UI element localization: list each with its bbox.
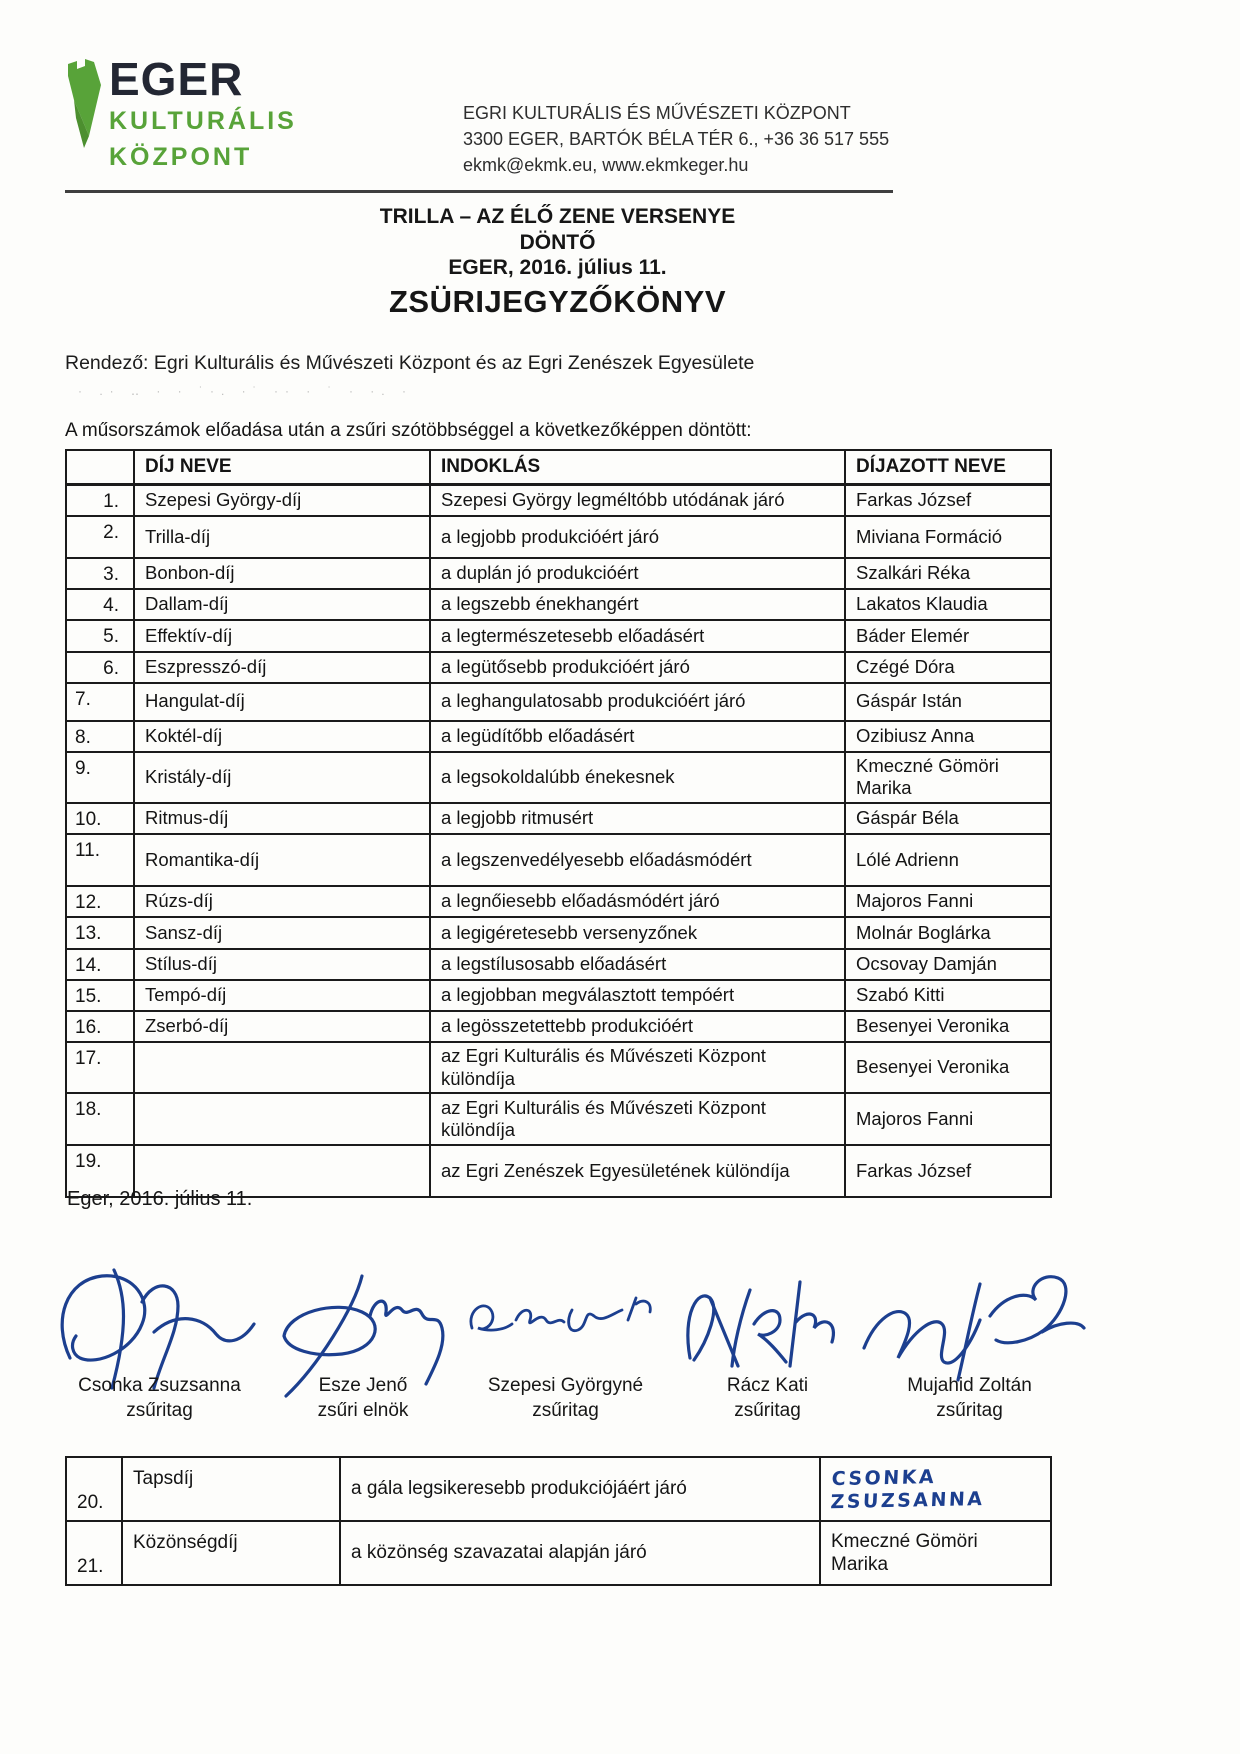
table-cell: Gáspár Istán [845,683,1051,721]
contact-block [463,100,893,178]
signature-scribble-icon [258,1262,468,1390]
table-cell: Trilla-díj [134,516,430,558]
awards-table [65,449,1052,1198]
logo-subtitle-1: KULTURÁLIS [109,107,297,135]
table-cell: Stílus-díj [134,949,430,980]
table-cell: Ocsovay Damján [845,949,1051,980]
column-header-number [66,450,134,484]
table-cell: a legjobban megválasztott tempóért [430,980,845,1011]
table-cell: 19. [66,1145,134,1197]
table-cell: 17. [66,1042,134,1093]
table-cell: 14. [66,949,134,980]
table-row [66,1093,1051,1145]
signature-block-szepesi-gyorgyne [458,1262,673,1423]
table-cell: a legjobb produkcióért járó [430,516,845,558]
table-cell [820,1457,1051,1521]
handwritten-name: CSONKA ZSUZSANNA [829,1465,986,1514]
table-cell: 20. [66,1457,122,1521]
event-title: TRILLA – AZ ÉLŐ ZENE VERSENYE [379,205,736,228]
table-cell: 16. [66,1011,134,1042]
title-block [65,204,1050,320]
table-cell: 3. [66,558,134,589]
signature-role: zsűritag [734,1399,801,1421]
table-cell: a legösszetettebb produkcióért [430,1011,845,1042]
table-cell: 6. [66,652,134,683]
table-row [66,917,1051,948]
signature-block-mujahid-zoltan [852,1262,1087,1423]
contact-line-3: ekmk@ekmk.eu, www.ekmkeger.hu [463,155,749,176]
table-cell: az Egri Kulturális és Művészeti Központ különdíja [430,1042,845,1093]
signature-block-esze-jeno [258,1262,468,1423]
table-cell: Kmeczné Gömöri Marika [820,1521,1051,1585]
table-cell: a legsokoldalúbb énekesnek [430,752,845,803]
table-cell: Kmeczné Gömöri Marika [845,752,1051,803]
organizer-line: Rendező: Egri Kulturális és Művészeti Központ és az Egri Zenészek Egyesülete [65,352,755,374]
gala-awards-table [65,1456,1052,1586]
logo [65,53,439,174]
table-cell: 9. [66,752,134,803]
table-cell: Sansz-díj [134,917,430,948]
date-line: Eger, 2016. július 11. [67,1188,253,1210]
table-cell: Hangulat-díj [134,683,430,721]
signature-role: zsűri elnök [317,1399,409,1421]
intro-line: A műsorszámok előadása után a zsűri szótöbbséggel a következőképpen döntött: [65,420,752,441]
table-cell: Kristály-díj [134,752,430,803]
table-cell: Zserbó-díj [134,1011,430,1042]
signature-scribble-icon [660,1262,875,1390]
table-cell: a legnőiesebb előadásmódért járó [430,886,845,917]
table-row [66,620,1051,651]
table-cell [134,1093,430,1145]
table-cell: 11. [66,834,134,886]
table-row [66,803,1051,834]
scan-artifact: · .· ‥ · · ˙·. ·˙ ·· · ˙ · ·. · [78,384,413,398]
table-cell: a leghangulatosabb produkcióért járó [430,683,845,721]
column-header-awardee-name: DÍJAZOTT NEVE [845,450,1051,484]
logo-title: EGER [109,53,244,105]
table-cell: Eszpresszó-díj [134,652,430,683]
table-cell: a gála legsikeresebb produkciójáért járó [340,1457,820,1521]
table-cell: Czégé Dóra [845,652,1051,683]
table-row [66,516,1051,558]
table-cell: a közönség szavazatai alapján járó [340,1521,820,1585]
table-row [66,980,1051,1011]
column-header-justification: INDOKLÁS [430,450,845,484]
table-cell: a legjobb ritmusért [430,803,845,834]
table-cell: Szepesi György legméltóbb utódának járó [430,484,845,516]
table-cell: Farkas József [845,484,1051,516]
signature-block-racz-kati [660,1262,875,1423]
signature-scribble-icon [42,1262,277,1390]
contact-line-1: EGRI KULTURÁLIS ÉS MŰVÉSZETI KÖZPONT [463,103,851,123]
signature-name: Esze Jenő [318,1375,408,1396]
table-cell: 5. [66,620,134,651]
table-cell: a legtermészetesebb előadásért [430,620,845,651]
table-row [66,484,1051,516]
table-row [66,1457,1051,1521]
table-cell: Lólé Adrienn [845,834,1051,886]
table-cell: a legszenvedélyesebb előadásmódért [430,834,845,886]
table-cell: a legstílusosabb előadásért [430,949,845,980]
table-row [66,1042,1051,1093]
table-row [66,1521,1051,1585]
table-cell: Besenyei Veronika [845,1011,1051,1042]
table-cell: 18. [66,1093,134,1145]
table-row [66,721,1051,752]
table-cell: Szalkári Réka [845,558,1051,589]
table-cell: az Egri Kulturális és Művészeti Központ különdíja [430,1093,845,1145]
signature-name: Mujahid Zoltán [907,1375,1032,1396]
table-cell: a legütősebb produkcióért járó [430,652,845,683]
table-cell: Miviana Formáció [845,516,1051,558]
table-row [66,752,1051,803]
signature-block-csonka-zsuzsanna [42,1262,277,1423]
signature-name: Rácz Kati [726,1375,809,1396]
table-row [66,558,1051,589]
signature-name: Csonka Zsuzsanna [78,1375,241,1396]
table-cell: 13. [66,917,134,948]
table-cell: Közönségdíj [122,1521,340,1585]
table-cell: 12. [66,886,134,917]
table-cell: Ozibiusz Anna [845,721,1051,752]
signature-role: zsűritag [936,1399,1003,1421]
table-cell: Tempó-díj [134,980,430,1011]
table-cell: Koktél-díj [134,721,430,752]
table-cell: 10. [66,803,134,834]
table-cell: Gáspár Béla [845,803,1051,834]
table-row [66,834,1051,886]
column-header-prize-name: DÍJ NEVE [134,450,430,484]
table-cell: Farkas József [845,1145,1051,1197]
table-row [66,1011,1051,1042]
table-cell: Bonbon-díj [134,558,430,589]
table-cell: az Egri Zenészek Egyesületének különdíja [430,1145,845,1197]
table-row [66,886,1051,917]
table-cell: Besenyei Veronika [845,1042,1051,1093]
table-cell: Dallam-díj [134,589,430,620]
table-cell: 8. [66,721,134,752]
table-row [66,652,1051,683]
table-cell: Majoros Fanni [845,1093,1051,1145]
table-cell: Ritmus-díj [134,803,430,834]
table-row [66,949,1051,980]
table-cell: Romantika-díj [134,834,430,886]
table-cell: Báder Elemér [845,620,1051,651]
table-cell: 7. [66,683,134,721]
table-cell: Szepesi György-díj [134,484,430,516]
signature-scribble-icon [458,1262,673,1390]
letterhead [65,53,893,193]
signature-role: zsűritag [532,1399,599,1421]
signature-role: zsűritag [126,1399,193,1421]
table-row [66,683,1051,721]
logo-subtitle-2: KÖZPONT [109,143,253,171]
castle-banner-icon [65,58,111,158]
table-cell: Effektív-díj [134,620,430,651]
table-cell: Szabó Kitti [845,980,1051,1011]
table-cell: Lakatos Klaudia [845,589,1051,620]
table-row [66,589,1051,620]
table-cell: 2. [66,516,134,558]
table-header-row [66,450,1051,484]
table-cell: Majoros Fanni [845,886,1051,917]
table-cell: 4. [66,589,134,620]
table-cell: Tapsdíj [122,1457,340,1521]
document-title: ZSÜRIJEGYZŐKÖNYV [389,283,726,319]
event-date: EGER, 2016. július 11. [448,256,667,280]
table-cell: a duplán jó produkcióért [430,558,845,589]
table-cell: a legszebb énekhangért [430,589,845,620]
signature-name: Szepesi Györgyné [487,1375,644,1396]
table-cell: 15. [66,980,134,1011]
contact-line-2: 3300 EGER, BARTÓK BÉLA TÉR 6., +36 36 517 555 [463,129,890,150]
table-cell: 21. [66,1521,122,1585]
table-cell: a legigéretesebb versenyzőnek [430,917,845,948]
signature-scribble-icon [852,1262,1087,1390]
table-cell [134,1042,430,1093]
table-cell: a legüdítőbb előadásért [430,721,845,752]
table-cell: 1. [66,484,134,516]
event-stage: DÖNTŐ [519,230,596,254]
table-cell: Molnár Boglárka [845,917,1051,948]
table-cell: Rúzs-díj [134,886,430,917]
